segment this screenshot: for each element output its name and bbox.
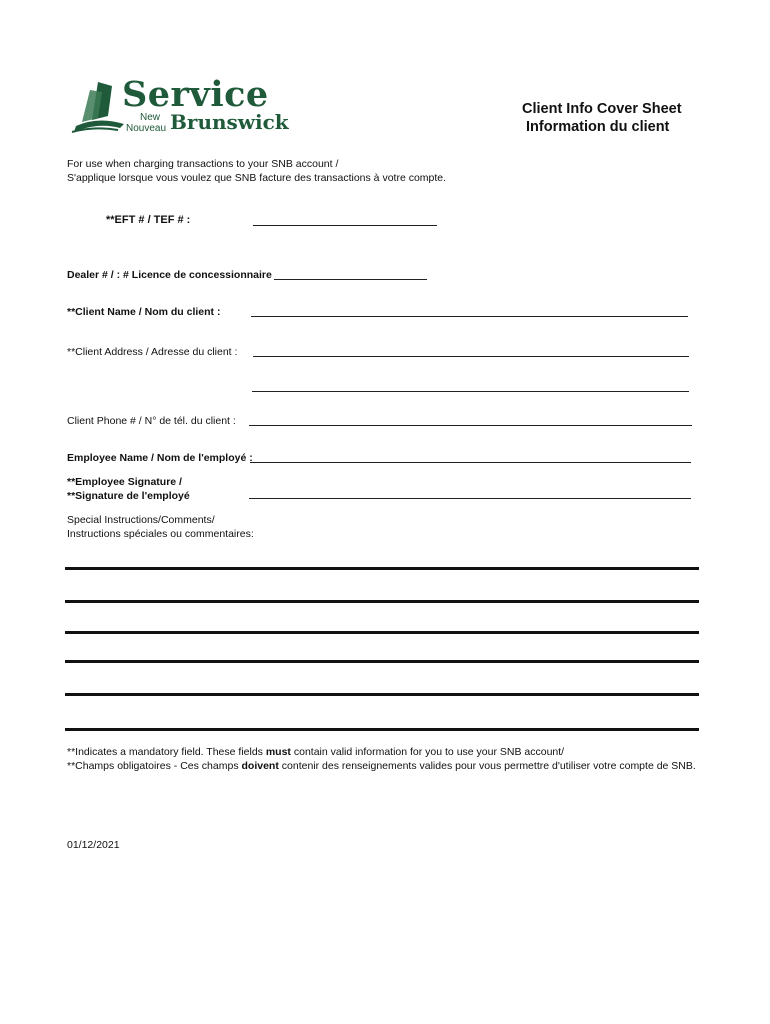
dealer-label: Dealer # / : # Licence de concessionnaire — [67, 269, 272, 281]
employee-name-field[interactable] — [250, 462, 691, 463]
client-address-field-2[interactable] — [252, 391, 689, 392]
client-address-field-1[interactable] — [253, 356, 689, 357]
logo-service-text: Service — [122, 74, 269, 115]
comments-line-3[interactable] — [65, 631, 699, 634]
intro-line-2: S'applique lorsque vous voulez que SNB facture des transactions à votre compte. — [67, 172, 447, 184]
service-new-brunswick-logo — [68, 74, 289, 140]
footnote-en-text-end: contain valid information for you to use your SNB account/ — [290, 746, 565, 758]
intro-text — [67, 157, 446, 185]
employee-signature-field[interactable] — [249, 498, 691, 499]
logo-brunswick-text: Brunswick — [170, 110, 289, 134]
special-instructions-label-fr: Instructions spéciales ou commentaires: — [67, 528, 254, 540]
footnote-fr-bold: doivent — [241, 760, 279, 772]
comments-line-6[interactable] — [65, 728, 699, 731]
eft-field[interactable] — [253, 225, 437, 226]
footnote-fr-text: **Champs obligatoires - Ces champs — [67, 760, 242, 772]
mandatory-footnote — [67, 745, 757, 773]
comments-line-4[interactable] — [65, 660, 699, 663]
eft-label: **EFT # / TEF # : — [106, 214, 191, 226]
title-french: Information du client — [526, 119, 670, 135]
footnote-en-text: **Indicates a mandatory field. These fields — [67, 746, 266, 758]
logo-nouveau-text: Nouveau — [126, 123, 167, 134]
employee-signature-label-en: **Employee Signature / — [67, 476, 182, 488]
employee-signature-label-fr: **Signature de l'employé — [67, 490, 190, 502]
client-phone-label: Client Phone # / N° de tél. du client : — [67, 415, 236, 427]
form-date: 01/12/2021 — [67, 839, 120, 851]
footnote-en-bold: must — [265, 746, 291, 758]
logo-new-text: New — [140, 112, 161, 123]
special-instructions-label-en: Special Instructions/Comments/ — [67, 514, 215, 526]
client-address-label: **Client Address / Adresse du client : — [67, 346, 238, 358]
intro-line-1: For use when charging transactions to your SNB account / — [67, 158, 339, 170]
client-phone-field[interactable] — [249, 425, 692, 426]
comments-line-2[interactable] — [65, 600, 699, 603]
footnote-french — [67, 759, 757, 773]
dealer-field[interactable] — [274, 279, 427, 280]
page-title — [522, 100, 682, 136]
comments-line-5[interactable] — [65, 693, 699, 696]
client-name-field[interactable] — [251, 316, 688, 317]
comments-line-1[interactable] — [65, 567, 699, 570]
title-english: Client Info Cover Sheet — [522, 101, 682, 117]
employee-name-label: Employee Name / Nom de l'employé : — [67, 452, 253, 464]
footnote-english — [67, 745, 757, 759]
footnote-fr-text-end: contenir des renseignements valides pour vous permettre d'utiliser votre compte de SNB. — [278, 760, 696, 772]
special-instructions-label — [67, 513, 254, 541]
employee-signature-label — [67, 475, 190, 503]
client-name-label: **Client Name / Nom du client : — [67, 306, 221, 318]
